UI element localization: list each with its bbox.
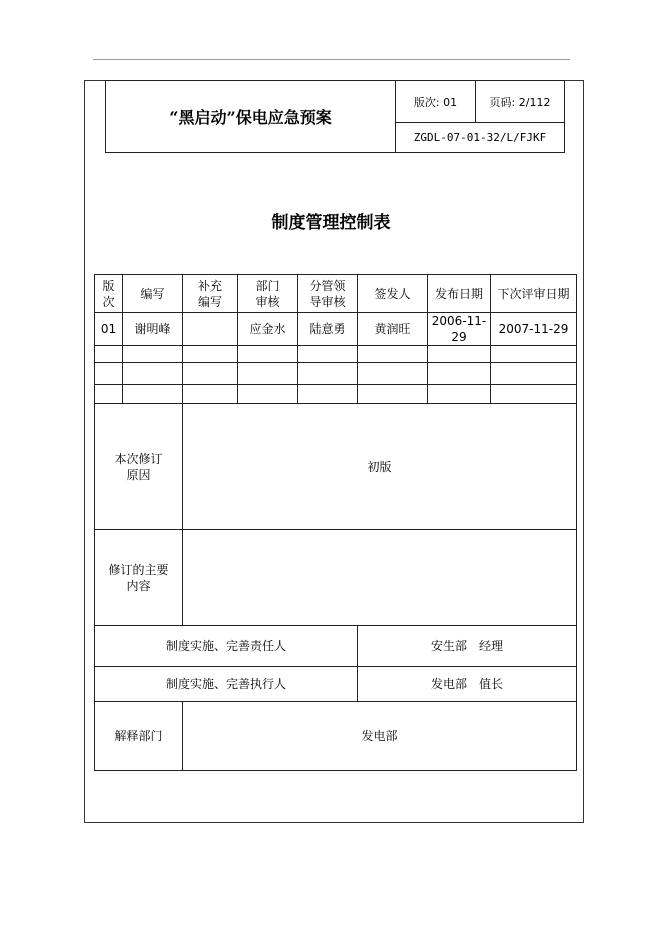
col-header-dept-review: 部门 审核 xyxy=(238,275,298,313)
revision-reason-value: 初版 xyxy=(183,404,577,530)
cell-author: 谢明峰 xyxy=(123,313,183,346)
interpret-row xyxy=(95,702,577,771)
cell-dept-review: 应金水 xyxy=(238,313,298,346)
executor-row xyxy=(95,667,577,702)
plan-title: “黑启动”保电应急预案 xyxy=(106,81,396,152)
revision-reason-label: 本次修订 原因 xyxy=(95,404,183,530)
col-header-release-date: 发布日期 xyxy=(428,275,491,313)
responsible-label: 制度实施、完善责任人 xyxy=(95,626,358,667)
responsible-value: 安生部 经理 xyxy=(358,626,577,667)
responsible-row xyxy=(95,626,577,667)
top-rule xyxy=(93,59,570,60)
page-title: 制度管理控制表 xyxy=(271,213,391,233)
table-header-row xyxy=(95,275,577,313)
version-cell: 版次: 01 xyxy=(396,81,476,123)
control-table xyxy=(94,274,577,771)
cell-edition: 01 xyxy=(95,313,123,346)
interpret-value: 发电部 xyxy=(183,702,577,771)
table-row-empty xyxy=(95,363,577,385)
executor-value: 发电部 值长 xyxy=(358,667,577,702)
interpret-label: 解释部门 xyxy=(95,702,183,771)
revision-content-value xyxy=(183,530,577,626)
col-header-leader-review: 分管领 导审核 xyxy=(298,275,358,313)
cell-next-review-date: 2007-11-29 xyxy=(491,313,577,346)
executor-label: 制度实施、完善执行人 xyxy=(95,667,358,702)
page-number-cell: 页码: 2/112 xyxy=(476,81,564,123)
cell-issuer: 黄润旺 xyxy=(358,313,428,346)
revision-content-label: 修订的主要 内容 xyxy=(95,530,183,626)
revision-content-row xyxy=(95,530,577,626)
col-header-edition: 版 次 xyxy=(95,275,123,313)
col-header-author: 编写 xyxy=(123,275,183,313)
col-header-next-review-date: 下次评审日期 xyxy=(491,275,577,313)
document-code: ZGDL-07-01-32/L/FJKF xyxy=(413,131,547,144)
cell-release-date: 2006-11-29 xyxy=(428,313,491,346)
table-row-empty xyxy=(95,385,577,404)
cell-supplement xyxy=(183,313,238,346)
table-row-empty xyxy=(95,346,577,363)
cell-leader-review: 陆意勇 xyxy=(298,313,358,346)
col-header-issuer: 签发人 xyxy=(358,275,428,313)
document-header xyxy=(105,80,565,153)
revision-reason-row xyxy=(95,404,577,530)
col-header-supplement: 补充 编写 xyxy=(183,275,238,313)
table-row xyxy=(95,313,577,346)
